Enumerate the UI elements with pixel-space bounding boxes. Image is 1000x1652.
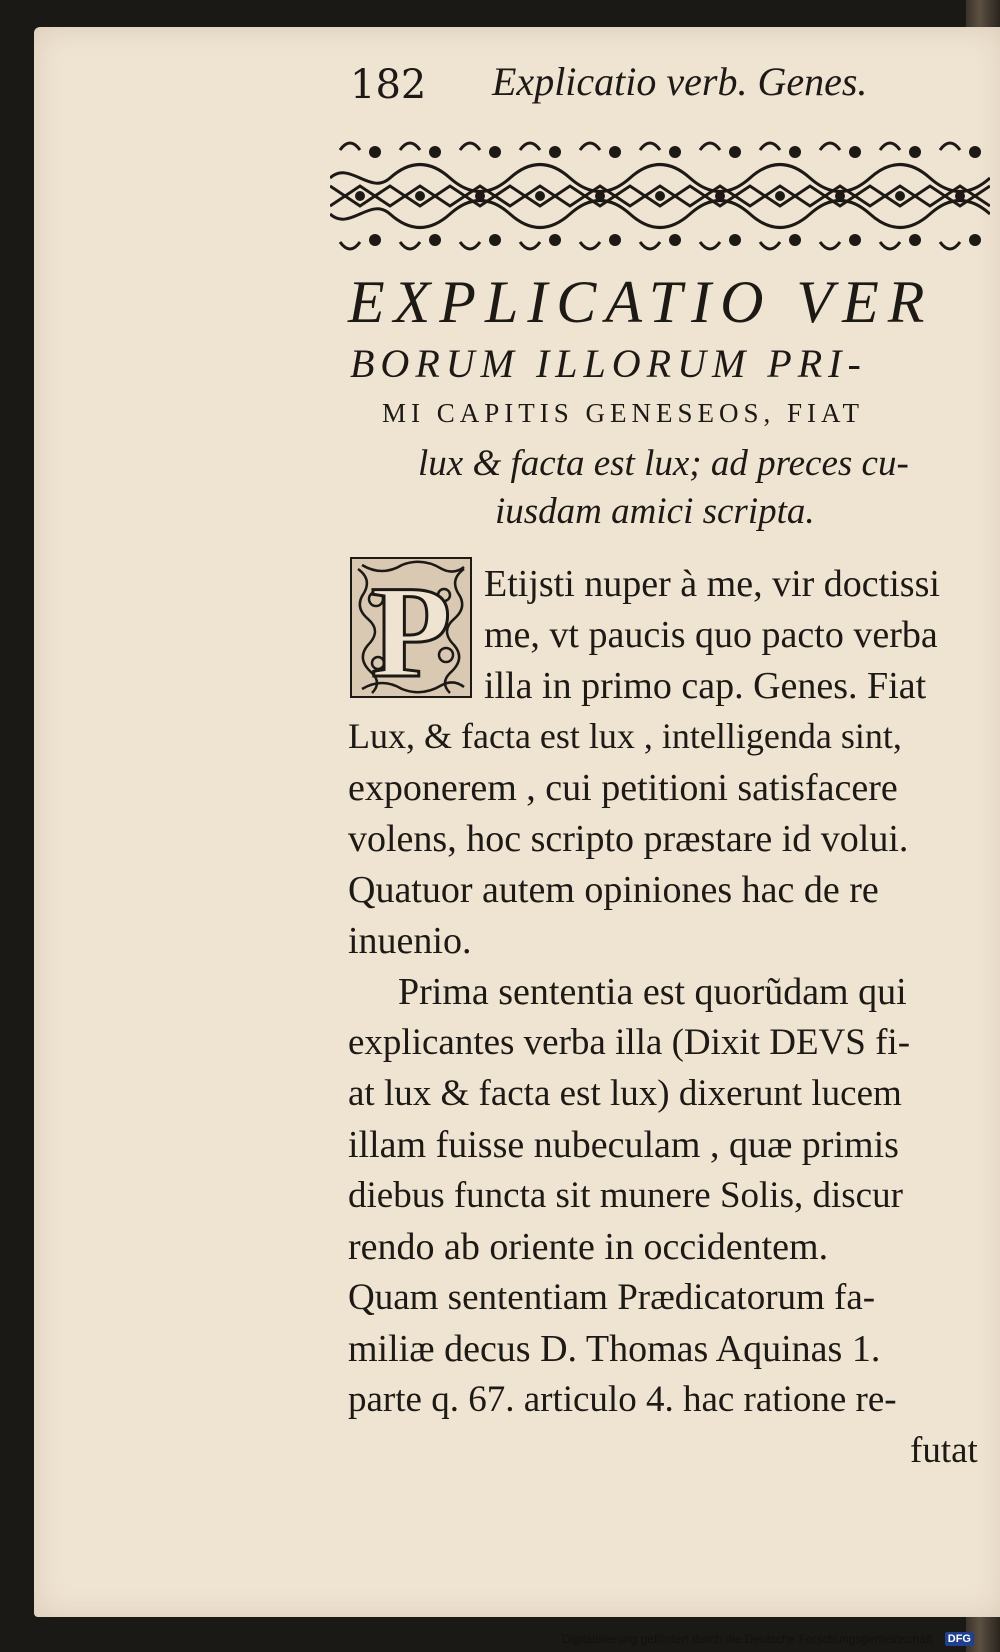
- catchword: futat: [910, 1430, 978, 1471]
- body-line: inuenio.: [348, 920, 472, 962]
- title-line: MI CAPITIS GENESEOS, FIAT: [382, 398, 865, 428]
- body-line: Quam sententiam Prædicatorum fa-: [348, 1277, 876, 1318]
- body-line: me, vt paucis quo pacto verba: [484, 614, 938, 656]
- body-line: Lux, & facta est lux , intelligenda sint,: [348, 716, 902, 756]
- footer-separator: ·: [936, 1632, 941, 1646]
- body-line: explicantes verba illa (Dixit DEVS fi-: [348, 1022, 911, 1063]
- title-line: iusdam amici scripta.: [495, 491, 815, 532]
- page-number: 182: [350, 62, 427, 108]
- body-line: volens, hoc scripto præstare id volui.: [348, 818, 909, 860]
- decorated-initial: [350, 557, 472, 698]
- body-line: Prima sententia est quorũdam qui: [398, 971, 907, 1013]
- running-head: Explicatio verb. Genes.: [492, 59, 868, 104]
- body-line: Quatuor autem opiniones hac de re: [348, 869, 879, 911]
- body-line: rendo ab oriente in occidentem.: [348, 1226, 829, 1268]
- footer-text: Digitalisierung gefördert durch die Deutsche Forschungsgemeinschaft: [561, 1632, 933, 1646]
- title-line: EXPLICATIO VER: [348, 269, 934, 335]
- body-line: at lux & facta est lux) dixerunt lucem: [348, 1073, 902, 1114]
- body-line: Etijsti nuper à me, vir doctissi: [484, 563, 940, 605]
- ornament-band: [330, 130, 990, 262]
- initial-letter: P: [370, 558, 452, 698]
- body-line: miliæ decus D. Thomas Aquinas 1.: [348, 1328, 881, 1370]
- footer-credit: [562, 1629, 974, 1649]
- body-line: illa in primo cap. Genes. Fiat: [484, 665, 927, 707]
- title-line: BORUM ILLORUM PRI-: [350, 341, 867, 386]
- body-line: exponerem , cui petitioni satisfacere: [348, 767, 898, 809]
- dfg-logo: DFG: [945, 1632, 974, 1646]
- body-line: parte q. 67. articulo 4. hac ratione re-: [348, 1379, 897, 1420]
- title-line: lux & facta est lux; ad preces cu-: [418, 443, 909, 484]
- body-line: diebus functa sit munere Solis, discur: [348, 1175, 903, 1216]
- body-line: illam fuisse nubeculam , quæ primis: [348, 1124, 899, 1166]
